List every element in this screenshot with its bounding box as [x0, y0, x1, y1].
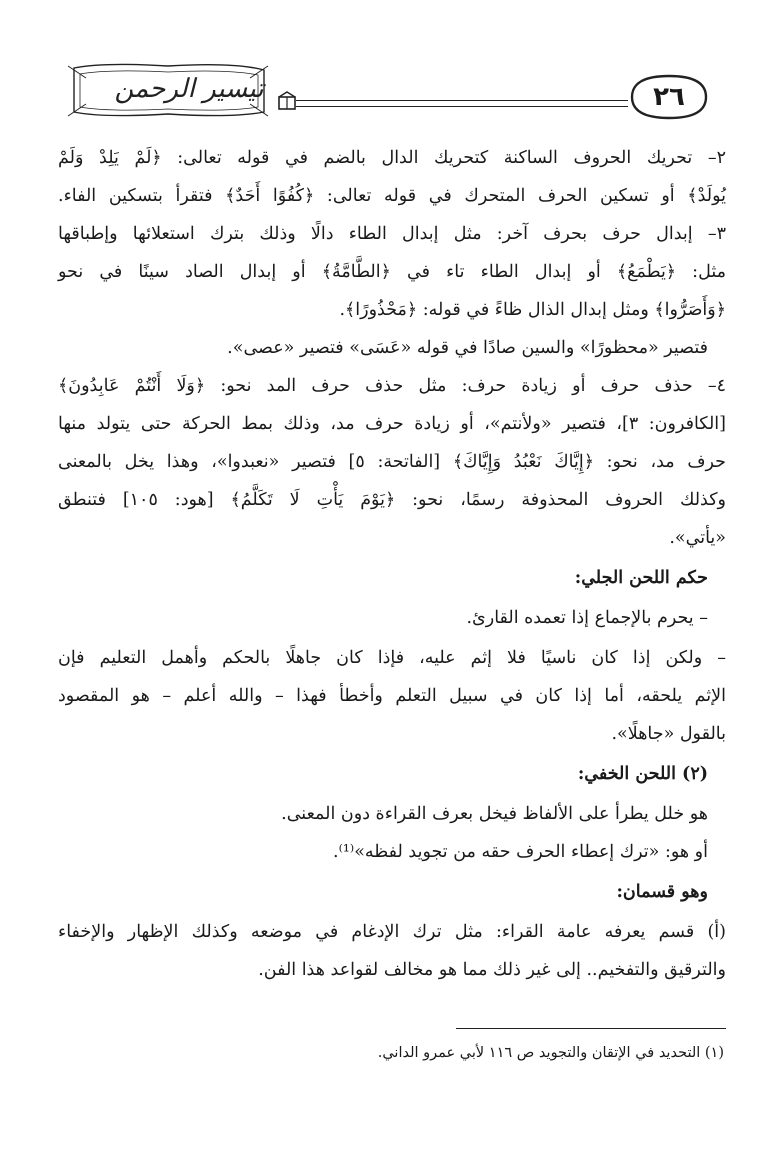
section-heading: وهو قسمان: [616, 882, 708, 902]
footnote: (١) التحديد في الإتقان والتجويد ص ١١٦ لأبي عمرو الداني. [377, 1045, 724, 1061]
text-line: ٤– حذف حرف أو زيادة حرف: مثل حذف حرف المد نحو: ﴿وَلَا أَنْتُمْ عَابِدُونَ﴾ [58, 376, 726, 396]
text-line: – يحرم بالإجماع إذا تعمده القارئ. [466, 608, 708, 628]
text-line: – ولكن إذا كان ناسيًا فلا إثم عليه، فإذا كان جاهلًا بالحكم وأهمل التعليم فإن [58, 648, 726, 668]
text-line: والترقيق والتفخيم.. إلى غير ذلك مما هو مخالف لقواعد هذا الفن. [258, 960, 726, 980]
page-number-frame [624, 72, 714, 122]
text-line: بالقول «جاهلًا». [611, 724, 726, 744]
text-line: ﴿وَأَصَرُّوا﴾ ومثل إبدال الذال ظاءً في قوله: ﴿مَحْذُورًا﴾. [339, 300, 726, 320]
text-line: [الكافرون: ٣]، فتصير «ولأنتم»، أو زيادة حرف مد، وذلك بمط الحركة حتى يتولد منها [58, 414, 726, 434]
page-number: ٢٦ [653, 82, 685, 112]
text-line: وكذلك الحروف المحذوفة رسمًا، نحو: ﴿يَوْمَ يَأْتِ لَا تَكَلَّمُ﴾ [هود: ١٠٥] فتنطق [58, 490, 726, 510]
text-line: مثل: ﴿يَطْمَعُ﴾ أو إبدال الطاء تاء في ﴿الطَّامَّةُ﴾ أو إبدال الصاد سينًا في نحو [58, 262, 726, 282]
book-title: تيسير الرحمن [114, 74, 264, 104]
footnote-separator [456, 1028, 726, 1029]
page-header [64, 60, 714, 130]
section-heading: (٢) اللحن الخفي: [577, 764, 708, 784]
text-line: هو خلل يطرأ على الألفاظ فيخل بعرف القراءة دون المعنى. [281, 804, 708, 824]
header-rule-thin [296, 106, 628, 107]
text-line: ٣– إبدال حرف بحرف آخر: مثل إبدال الطاء دالًا وذلك بترك استعلائها وإطباقها [58, 224, 726, 244]
text-line: (أ) قسم يعرفه عامة القراء: مثل ترك الإدغام في موضعه وكذلك الإظهار والإخفاء [58, 922, 726, 942]
text-line: الإثم يلحقه، أما إذا كان في سبيل التعلم وأخطأ فهذا – والله أعلم – هو المقصود [58, 686, 726, 706]
text-line: حرف مد، نحو: ﴿إِيَّاكَ نَعْبُدُ وَإِيَّاكَ﴾ [الفاتحة: ٥] فتصير «نعبدوا»، وهذا يخل بالمعنى [58, 452, 726, 472]
text-line: ٢– تحريك الحروف الساكنة كتحريك الدال بالضم في قوله تعالى: ﴿لَمْ يَلِدْ وَلَمْ [58, 148, 726, 168]
text-line: «يأتي». [669, 528, 726, 548]
section-heading: حكم اللحن الجلي: [574, 568, 708, 588]
text-line: أو هو: «ترك إعطاء الحرف حقه من تجويد لفظه»⁽¹⁾. [333, 842, 708, 862]
text-line: يُولَدْ﴾ أو تسكين الحرف المتحرك في قوله تعالى: ﴿كُفُوًا أَحَدٌ﴾ فتقرأ بتسكين الفاء. [58, 186, 726, 206]
book-icon [276, 90, 298, 112]
header-rule [296, 100, 628, 101]
text-line: فتصير «محظورًا» والسين صادًا في قوله «عَسَى» فتصير «عصى». [227, 338, 708, 358]
